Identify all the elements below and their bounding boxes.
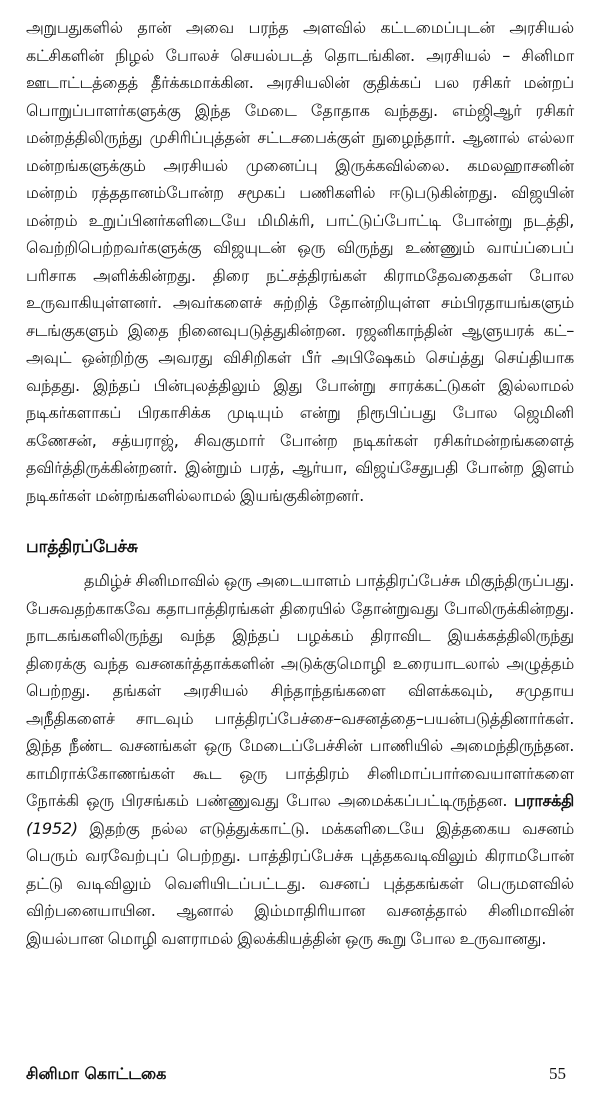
body-paragraph-2 (26, 567, 574, 952)
body-paragraph-1: அறுபதுகளில் தான் அவை பரந்த அளவில் கட்டமைப்புடன் அரசியல் கட்சிகளின் நிழல் போலச் செயல்படத் தொடங்கின. அரசியல் – சினிமா ஊடாட்டத்தைத் தீர்க்கமாக்கின. அரசியலின் குதிக்கப் பல ரசிகர் மன்றப் பொறுப்பாளர்களுக்கு இந்த மேடை தோதாக வந்தது. எம்ஜிஆர் ரசிகர் மன்றத்திலிருந்து முசிரிப்புத்தன் சட்டசபைக்குள் நுழைந்தார். ஆனால் எல்லா மன்றங்களுக்கும் அரசியல் முனைப்பு இருக்கவில்லை. கமலஹாசனின் மன்றம் ரத்ததானம்போன்ற சமூகப் பணிகளில் ஈடுபடுகின்றது. விஜயின் மன்றம் உறுப்பினர்களிடையே மிமிக்ரி, பாட்டுப்போட்டி போன்று நடத்தி, வெற்றிபெற்றவர்களுக்கு விஜயுடன் ஒரு விருந்து உண்ணும் வாய்ப்பைப் பரிசாக அளிக்கின்றது. திரை நட்சத்திரங்கள் கிராமதேவதைகள் போல உருவாகியுள்ளனர். அவர்களைச் சுற்றித் தோன்றியுள்ள சம்பிரதாயங்களும் சடங்குகளும் இதை நினைவுபடுத்துகின்றன. ரஜனிகாந்தின் ஆளுயரக் கட்–அவுட் ஒன்றிற்கு அவரது விசிறிகள் பீர் அபிஷேகம் செய்த்து செய்தியாக வந்தது. இந்தப் பின்புலத்திலும் இது போன்று சாரக்கட்டுகள் இல்லாமல் நடிகர்களாகப் பிரகாசிக்க முடியும் என்று நிரூபிப்பது போல ஜெமினி கணேசன், சத்யராஜ், சிவகுமார் போன்ற நடிகர்கள் ரசிகர்மன்றங்களைத் தவிர்த்திருக்கின்றனர். இன்றும் பரத், ஆர்யா, விஜய்சேதுபதி போன்ற இளம் நடிகர்கள் மன்றங்களில்லாமல் இயங்குகின்றனர். (26, 18, 574, 505)
running-footer-title: சினிமா கொட்டகை (26, 1064, 167, 1083)
page-number: 55 (549, 1064, 566, 1083)
page-footer (26, 1064, 566, 1085)
paragraph-2-part-2: இதற்கு நல்ல எடுத்துக்காட்டு. மக்களிடையே இத்தகைய வசனம் பெரும் வரவேற்புப் பெற்றது. பாத்திரப்பேச்சு புத்தகவடிவிலும் கிராமபோன் தட்டு வடிவிலும் வெளியிடப்பட்டது. வசனப் புத்தகங்கள் பெருமளவில் விற்பனையாயின. ஆனால் இம்மாதிரியான வசனத்தால் சினிமாவின் இயல்பான மொழி வளராமல் இலக்கியத்தின் ஒரு கூறு போல உருவானது. (26, 818, 574, 948)
film-title-bold: பராசக்தி (514, 791, 574, 810)
film-year: (1952) (26, 818, 78, 838)
paragraph-2-part-1: தமிழ்ச் சினிமாவில் ஒரு அடையாளம் பாத்திரப்பேச்சு மிகுந்திருப்பது. பேசுவதற்காகவே கதாபாத்திரங்கள் திரையில் தோன்றுவது போலிருக்கின்றது. நாடகங்களிலிருந்து வந்த இந்தப் பழக்கம் திராவிட இயக்கத்திலிருந்து திரைக்கு வந்த வசனகர்த்தாக்களின் அடுக்குமொழி உரையாடலால் அழுத்தம் பெற்றது. தங்கள் அரசியல் சிந்தாந்தங்களை விளக்கவும், சமுதாய அநீதிகளைச் சாடவும் பாத்திரப்பேச்சை–வசனத்தை–பயன்படுத்தினார்கள். இந்த நீண்ட வசனங்கள் ஒரு மேடைப்பேச்சின் பாணியில் அமைந்திருந்தன. காமிராக்கோணங்கள் கூட ஒரு பாத்திரம் சினிமாப்பார்வையாளர்களை நோக்கி ஒரு பிரசங்கம் பண்ணுவது போல அமைக்கப்பட்டிருந்தன. (26, 571, 574, 810)
section-heading: பாத்திரப்பேச்சு (26, 537, 138, 557)
